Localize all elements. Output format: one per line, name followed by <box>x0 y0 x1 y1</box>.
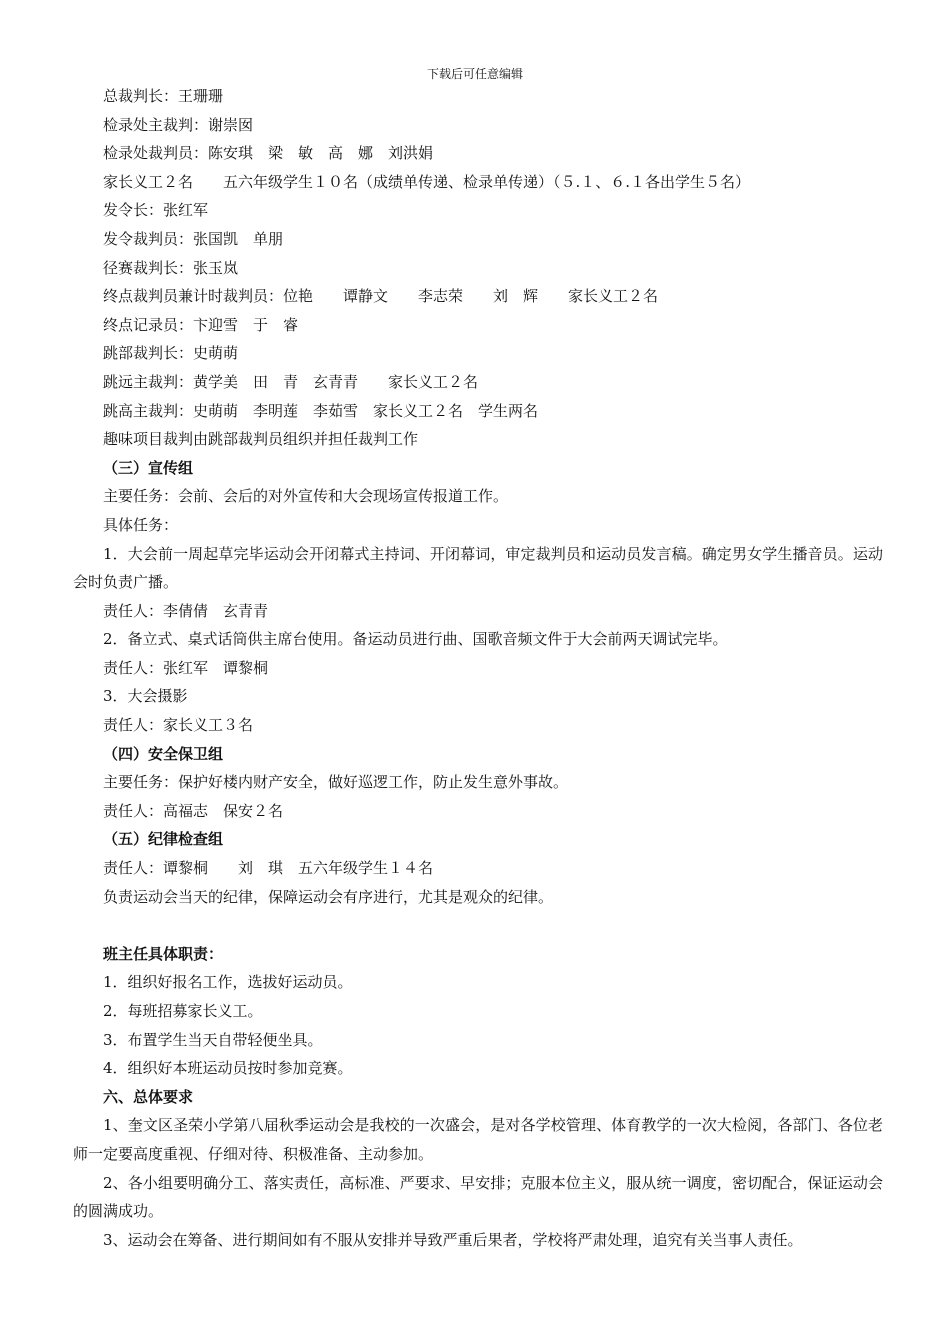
main-task: 主要任务：会前、会后的对外宣传和大会现场宣传报道工作。 <box>103 487 509 506</box>
duty-item: 2．每班招募家长义工。 <box>103 1002 263 1020</box>
blank-line <box>103 911 883 940</box>
specific-task-label: 具体任务： <box>103 515 179 534</box>
section-description: 负责运动会当天的纪律，保障运动会有序进行，尤其是观众的纪律。 <box>103 887 554 906</box>
text-line: 趣味项目裁判由跳部裁判员组织并担任裁判工作 <box>103 430 419 449</box>
responsible-person: 责任人：家长义工３名 <box>103 716 254 735</box>
text-line: 家长义工２名 五六年级学生１０名（成绩单传递、检录单传递）（５.１、６.１各出学生５名） <box>103 172 751 191</box>
requirement-paragraph: 1、奎文区圣荣小学第八届秋季运动会是我校的一次盛会，是对各学校管理、体育教学的一次大检阅，各部门、各位老师一定要高度重视、仔细对待、积极准备、主动参加。 <box>73 1116 883 1163</box>
text-line: 发令长：张红军 <box>103 201 209 220</box>
section-heading: 班主任具体职责： <box>103 944 224 963</box>
text-line: 总裁判长：王珊珊 <box>103 87 224 105</box>
text-line: 检录处裁判员：陈安琪 梁 敏 高 娜 刘洪娟 <box>103 144 434 163</box>
document-body <box>73 82 883 1254</box>
text-line: 跳部裁判长：史萌萌 <box>103 344 239 363</box>
text-line: 检录处主裁判：谢崇囡 <box>103 115 254 134</box>
section-heading: 六、总体要求 <box>103 1087 194 1106</box>
duty-item: 3．布置学生当天自带轻便坐具。 <box>103 1030 323 1049</box>
task-item: 2．备立式、桌式话筒供主席台使用。备运动员进行曲、国歌音频文件于大会前两天调试完毕。 <box>103 630 728 649</box>
responsible-person: 责任人：张红军 谭黎桐 <box>103 658 269 677</box>
responsible-person: 责任人：高福志 保安２名 <box>103 801 284 820</box>
responsible-person: 责任人：谭黎桐 刘 琪 五六年级学生１４名 <box>103 859 434 878</box>
text-line: 径赛裁判长：张玉岚 <box>103 258 239 277</box>
section-heading: （五）纪律检查组 <box>103 830 224 849</box>
duty-item: 1．组织好报名工作，选拔好运动员。 <box>103 973 353 992</box>
text-line: 发令裁判员：张国凯 单朋 <box>103 229 284 248</box>
text-line: 终点裁判员兼计时裁判员：位艳 谭静文 李志荣 刘 辉 家长义工２名 <box>103 287 659 306</box>
main-task: 主要任务：保护好楼内财产安全，做好巡逻工作，防止发生意外事故。 <box>103 773 569 792</box>
task-item: 3．大会摄影 <box>103 687 188 706</box>
text-line: 跳远主裁判：黄学美 田 青 玄青青 家长义工２名 <box>103 372 479 391</box>
text-line: 跳高主裁判：史萌萌 李明莲 李茹雪 家长义工２名 学生两名 <box>103 401 539 420</box>
section-heading: （三）宣传组 <box>103 458 194 477</box>
duty-item: 4．组织好本班运动员按时参加竞赛。 <box>103 1059 353 1078</box>
requirement-paragraph: 3、运动会在筹备、进行期间如有不服从安排并导致严重后果者，学校将严肃处理，追究有关当事人责任。 <box>103 1230 803 1249</box>
page-header: 下载后可任意编辑 <box>426 67 523 81</box>
task-item: 1．大会前一周起草完毕运动会开闭幕式主持词、开闭幕词，审定裁判员和运动员发言稿。确定男女学生播音员。运动会时负责广播。 <box>73 544 883 592</box>
text-line: 终点记录员：卞迎雪 于 睿 <box>103 315 299 334</box>
section-heading: （四）安全保卫组 <box>103 744 224 763</box>
responsible-person: 责任人：李倩倩 玄青青 <box>103 601 269 620</box>
requirement-paragraph: 2、各小组要明确分工、落实责任，高标准、严要求、早安排；克服本位主义，服从统一调度，密切配合，保证运动会的圆满成功。 <box>73 1173 883 1221</box>
